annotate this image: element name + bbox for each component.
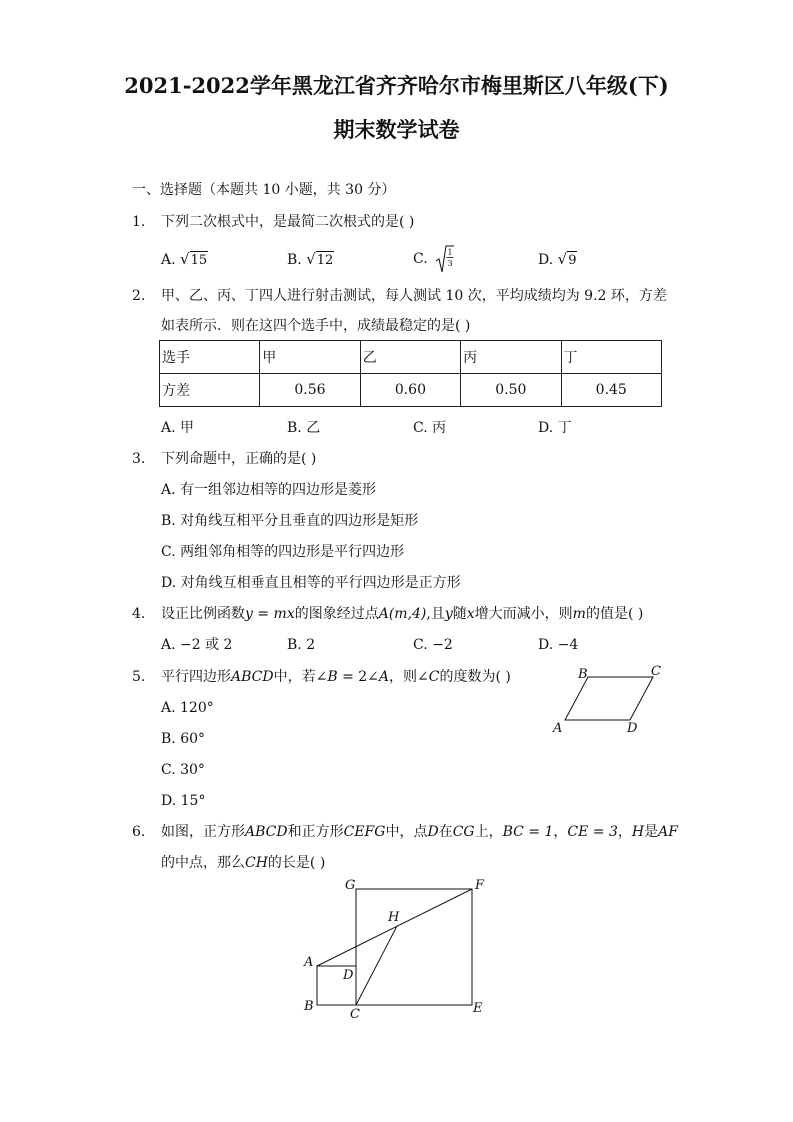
q6-stem-line2: 的中点，那么CH的长是( )	[161, 855, 326, 871]
label-h: H	[388, 910, 400, 925]
q2-number: 2.	[132, 288, 146, 304]
table-cell: 方差	[160, 374, 260, 407]
q6-stem-line1: 如图，正方形ABCD和正方形CEFG中，点D在CG上，BC = 1，CE = 3，H是AF	[161, 824, 678, 840]
squares-figure	[296, 872, 496, 1022]
segment-af	[317, 889, 472, 966]
label-f: F	[475, 878, 485, 893]
table-cell: 乙	[360, 341, 460, 374]
q5-option-c: C. 30°	[161, 762, 205, 778]
q2-option-d: D. 丁	[538, 420, 572, 436]
q1-number: 1.	[132, 214, 146, 230]
q2-option-c: C. 丙	[413, 420, 447, 436]
q1-option-d: D. √ 9	[538, 250, 577, 268]
q3-option-d: D. 对角线互相垂直且相等的平行四边形是正方形	[161, 575, 461, 591]
q2-option-a: A. 甲	[161, 420, 195, 436]
q3-option-c: C. 两组邻角相等的四边形是平行四边形	[161, 544, 405, 560]
label-d: D	[627, 721, 638, 736]
table-cell: 丙	[461, 341, 561, 374]
label-b: B	[578, 667, 588, 682]
label-a: A	[553, 721, 563, 736]
q1-option-a: A. √ 15	[161, 250, 208, 268]
q5-stem: 平行四边形ABCD中，若∠B = 2∠A，则∠C的度数为( )	[161, 669, 511, 685]
q5-option-d: D. 15°	[161, 793, 206, 809]
table-cell: 0.45	[561, 374, 661, 407]
q1-option-c: C. 1 3	[413, 246, 428, 274]
label-e: E	[473, 1001, 483, 1016]
svg-text:3: 3	[447, 259, 453, 268]
table-cell: 0.60	[360, 374, 460, 407]
table-cell: 0.56	[260, 374, 360, 407]
q4-number: 4.	[132, 606, 146, 622]
q5-option-b: B. 60°	[161, 731, 206, 747]
square-cefg	[356, 889, 472, 1005]
table-cell: 甲	[260, 341, 360, 374]
label-g: G	[345, 878, 356, 893]
q5-option-a: A. 120°	[161, 700, 214, 716]
q4-option-b: B. 2	[287, 637, 316, 653]
q5-number: 5.	[132, 669, 146, 685]
q4-option-d: D. −4	[538, 637, 579, 653]
label-c: C	[651, 664, 661, 679]
table-cell: 选手	[160, 341, 260, 374]
label-c: C	[350, 1007, 360, 1022]
table-cell: 0.50	[461, 374, 561, 407]
parallelogram-figure	[548, 662, 668, 738]
segment-ch	[356, 926, 397, 1005]
q1-option-b: B. √ 12	[287, 250, 334, 268]
q6-number: 6.	[132, 824, 146, 840]
table-cell: 丁	[561, 341, 661, 374]
q1-option-c-radical	[435, 244, 455, 274]
section-heading: 一、选择题（本题共 10 小题，共 30 分）	[132, 182, 396, 198]
q2-stem-line1: 甲、乙、丙、丁四人进行射击测试，每人测试 10 次，平均成绩均为 9.2 环，方差	[161, 288, 667, 304]
q3-stem: 下列命题中，正确的是( )	[161, 451, 317, 467]
table-row-variance	[160, 374, 662, 407]
q4-option-c: C. −2	[413, 637, 453, 653]
q3-number: 3.	[132, 451, 146, 467]
q4-stem: 设正比例函数y = mx的图象经过点A(m,4),且y随x增大而减小，则m的值是( )	[161, 606, 644, 622]
q2-stem-line2: 如表所示．则在这四个选手中，成绩最稳定的是( )	[161, 318, 471, 334]
q2-option-b: B. 乙	[287, 420, 321, 436]
label-d: D	[343, 968, 354, 983]
q3-option-a: A. 有一组邻边相等的四边形是菱形	[161, 482, 377, 498]
variance-table	[159, 340, 662, 407]
parallelogram-shape	[565, 677, 653, 720]
exam-title-line1: 2021-2022学年黑龙江省齐齐哈尔市梅里斯区八年级(下)	[124, 73, 669, 98]
exam-title-line2: 期末数学试卷	[333, 117, 460, 142]
label-b: B	[304, 999, 314, 1014]
svg-text:1: 1	[447, 248, 453, 257]
label-a: A	[304, 955, 314, 970]
q1-stem: 下列二次根式中，是最简二次根式的是( )	[161, 214, 415, 230]
table-row-header	[160, 341, 662, 374]
q4-option-a: A. −2 或 2	[161, 637, 233, 653]
q3-option-b: B. 对角线互相平分且垂直的四边形是矩形	[161, 513, 419, 529]
